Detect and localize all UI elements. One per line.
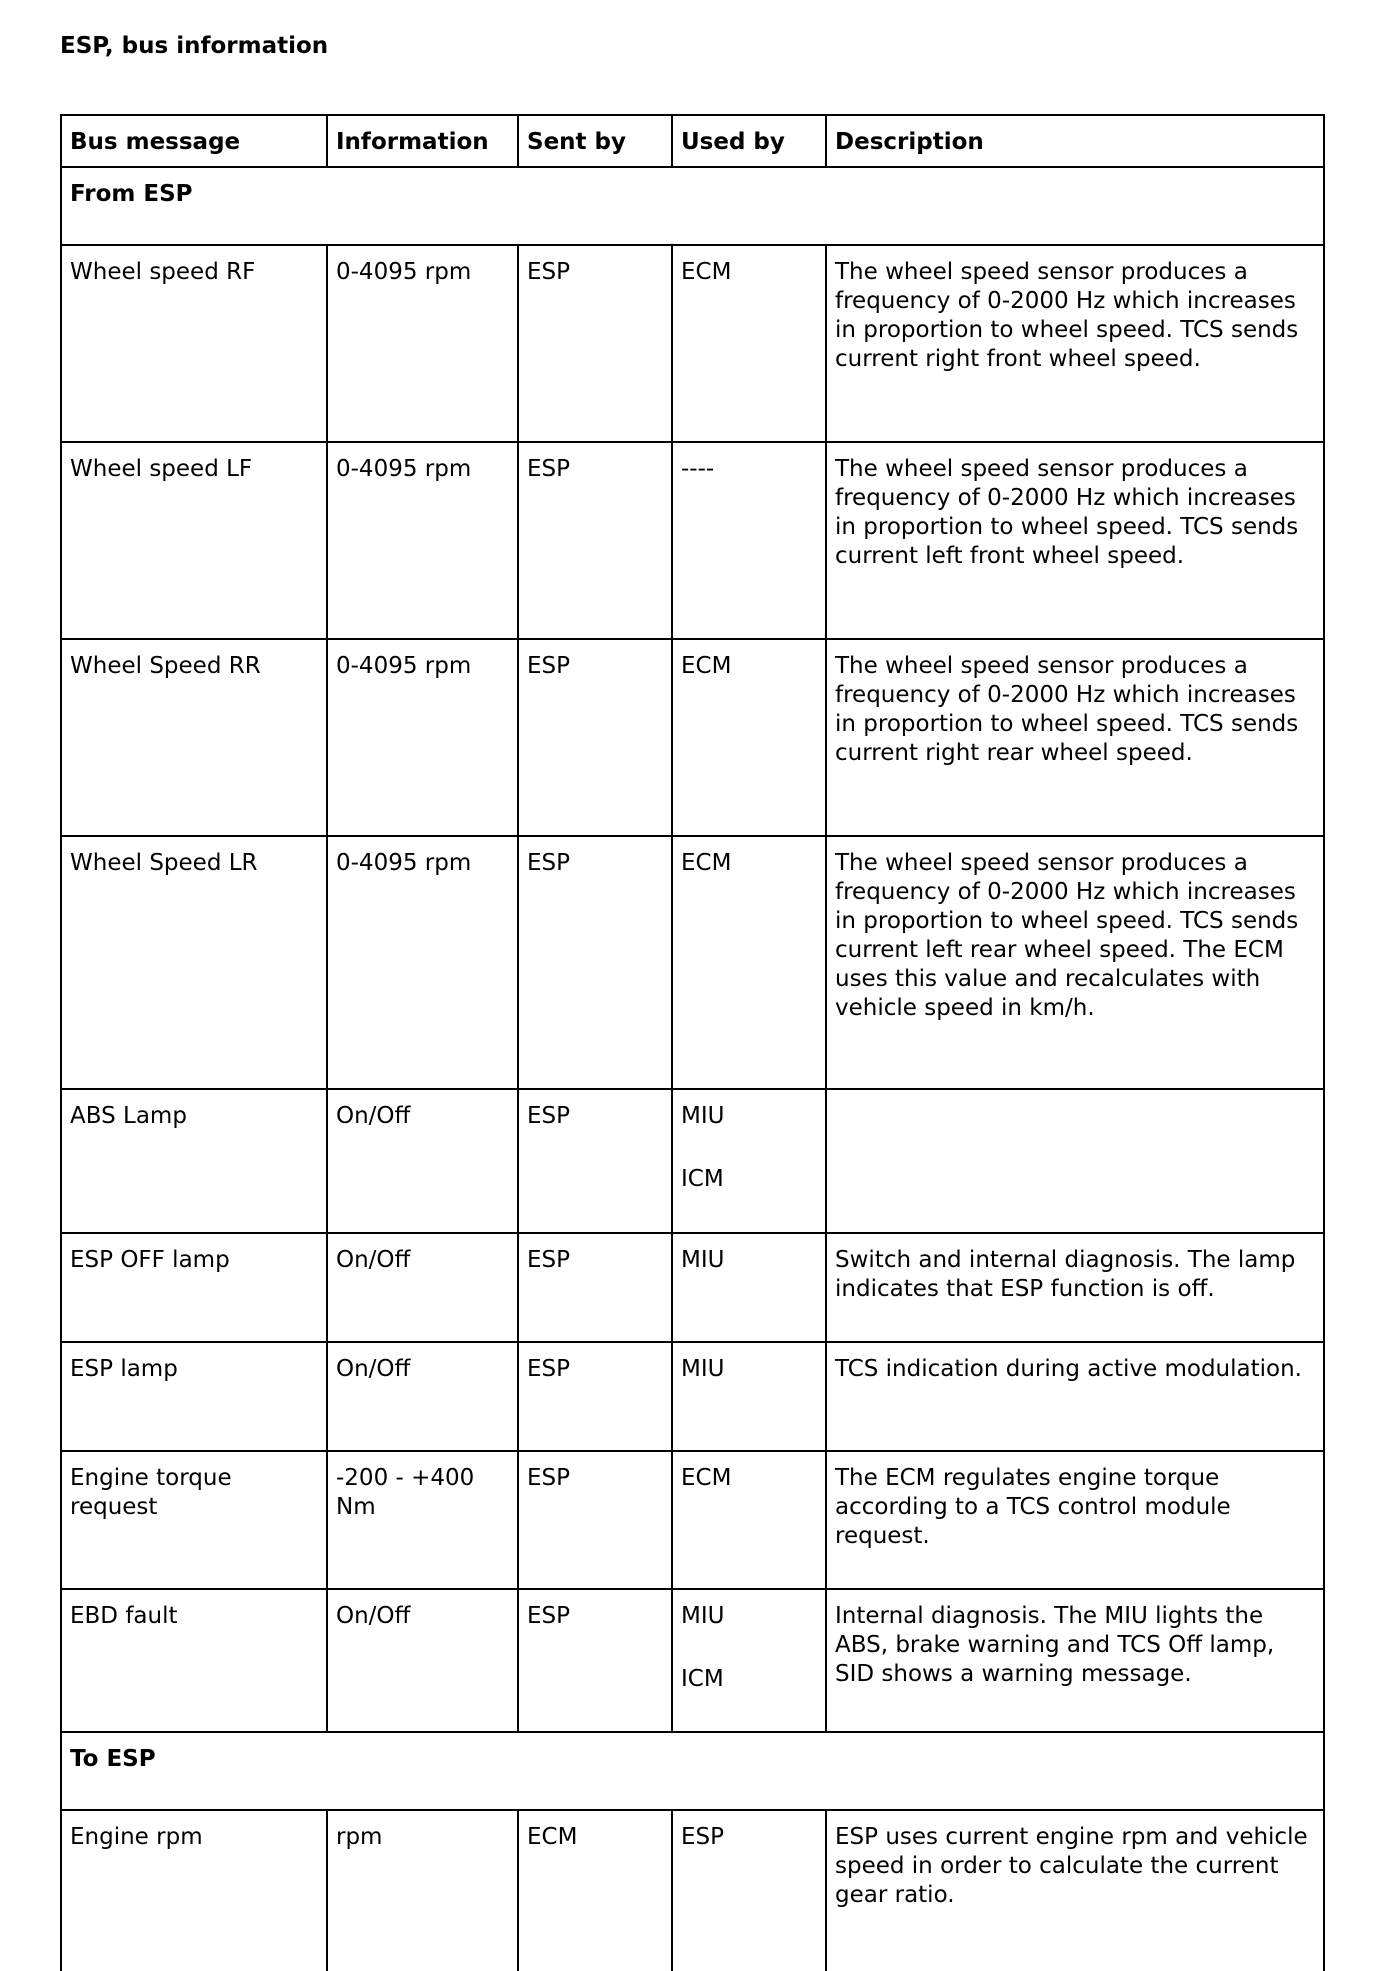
information-cell: -200 - +400 Nm [327,1451,518,1589]
sent-by-cell: ESP [518,639,672,836]
used-by-cell [672,639,826,836]
table-row [61,1089,1324,1233]
bus-message-cell: ESP lamp [61,1342,327,1451]
table-row [61,1451,1324,1589]
used-by-item: ECM [681,850,732,876]
information-cell: 0-4095 rpm [327,836,518,1089]
used-by-cell [672,1810,826,1971]
bus-message-cell: Wheel Speed RR [61,639,327,836]
table-row [61,639,1324,836]
information-cell: 0-4095 rpm [327,639,518,836]
used-by-item: ICM [681,1666,724,1692]
bus-message-cell: ABS Lamp [61,1089,327,1233]
sent-by-cell: ESP [518,442,672,639]
page-title: ESP, bus information [60,33,329,59]
information-cell: On/Off [327,1089,518,1233]
description-cell: The ECM regulates engine torque according to a TCS control module request. [826,1451,1324,1589]
table-row [61,245,1324,442]
sent-by-cell: ESP [518,1342,672,1451]
sent-by-cell: ESP [518,836,672,1089]
bus-message-cell: Wheel Speed LR [61,836,327,1089]
used-by-item: MIU [681,1603,725,1629]
used-by-cell [672,1233,826,1342]
column-header-description: Description [826,115,1324,167]
description-cell: The wheel speed sensor produces a frequency of 0-2000 Hz which increases in proportion to wheel speed. TCS sends current right rear wheel speed. [826,639,1324,836]
used-by-item: MIU [681,1103,725,1129]
section-row-from-esp [61,167,1324,245]
used-by-item: ECM [681,653,732,679]
used-by-cell [672,245,826,442]
information-cell: 0-4095 rpm [327,442,518,639]
description-cell: The wheel speed sensor produces a frequency of 0-2000 Hz which increases in proportion to wheel speed. TCS sends current left front wheel speed. [826,442,1324,639]
used-by-item: ---- [681,456,715,482]
bus-information-table [60,114,1325,1971]
table-row [61,1233,1324,1342]
used-by-item: MIU [681,1356,725,1382]
sent-by-cell: ESP [518,1451,672,1589]
header-row [61,115,1324,167]
bus-message-cell: ESP OFF lamp [61,1233,327,1342]
section-heading: To ESP [61,1732,1324,1810]
description-cell: The wheel speed sensor produces a frequency of 0-2000 Hz which increases in proportion to wheel speed. TCS sends current right front wheel speed. [826,245,1324,442]
used-by-cell [672,442,826,639]
information-cell: On/Off [327,1589,518,1732]
description-cell [826,1089,1324,1233]
bus-message-cell: Engine rpm [61,1810,327,1971]
used-by-item: MIU [681,1247,725,1273]
sent-by-cell: ESP [518,1589,672,1732]
bus-message-cell: Wheel speed LF [61,442,327,639]
table-row [61,1589,1324,1732]
bus-message-cell: Wheel speed RF [61,245,327,442]
used-by-cell [672,1089,826,1233]
information-cell: rpm [327,1810,518,1971]
information-cell: On/Off [327,1342,518,1451]
information-cell: On/Off [327,1233,518,1342]
used-by-item: ICM [681,1166,724,1192]
used-by-cell [672,1342,826,1451]
information-cell: 0-4095 rpm [327,245,518,442]
table-row [61,836,1324,1089]
bus-message-cell: Engine torque request [61,1451,327,1589]
description-cell: Switch and internal diagnosis. The lamp indicates that ESP function is off. [826,1233,1324,1342]
column-header-sent-by: Sent by [518,115,672,167]
bus-message-cell: EBD fault [61,1589,327,1732]
description-cell: TCS indication during active modulation. [826,1342,1324,1451]
used-by-item: ESP [681,1824,725,1850]
column-header-information: Information [327,115,518,167]
used-by-cell [672,836,826,1089]
column-header-used-by: Used by [672,115,826,167]
table-row [61,442,1324,639]
used-by-cell [672,1451,826,1589]
column-header-bus-message: Bus message [61,115,327,167]
used-by-item: ECM [681,1465,732,1491]
sent-by-cell: ESP [518,1233,672,1342]
description-cell: The wheel speed sensor produces a frequency of 0-2000 Hz which increases in proportion to wheel speed. TCS sends current left rear wheel speed. The ECM uses this value and recalculates with vehicle speed in km/h. [826,836,1324,1089]
table-row [61,1342,1324,1451]
used-by-item: ECM [681,259,732,285]
section-heading: From ESP [61,167,1324,245]
section-row-to-esp [61,1732,1324,1810]
sent-by-cell: ECM [518,1810,672,1971]
used-by-cell [672,1589,826,1732]
table-row [61,1810,1324,1971]
description-cell: ESP uses current engine rpm and vehicle speed in order to calculate the current gear ratio. [826,1810,1324,1971]
sent-by-cell: ESP [518,1089,672,1233]
description-cell: Internal diagnosis. The MIU lights the ABS, brake warning and TCS Off lamp, SID shows a warning message. [826,1589,1324,1732]
sent-by-cell: ESP [518,245,672,442]
